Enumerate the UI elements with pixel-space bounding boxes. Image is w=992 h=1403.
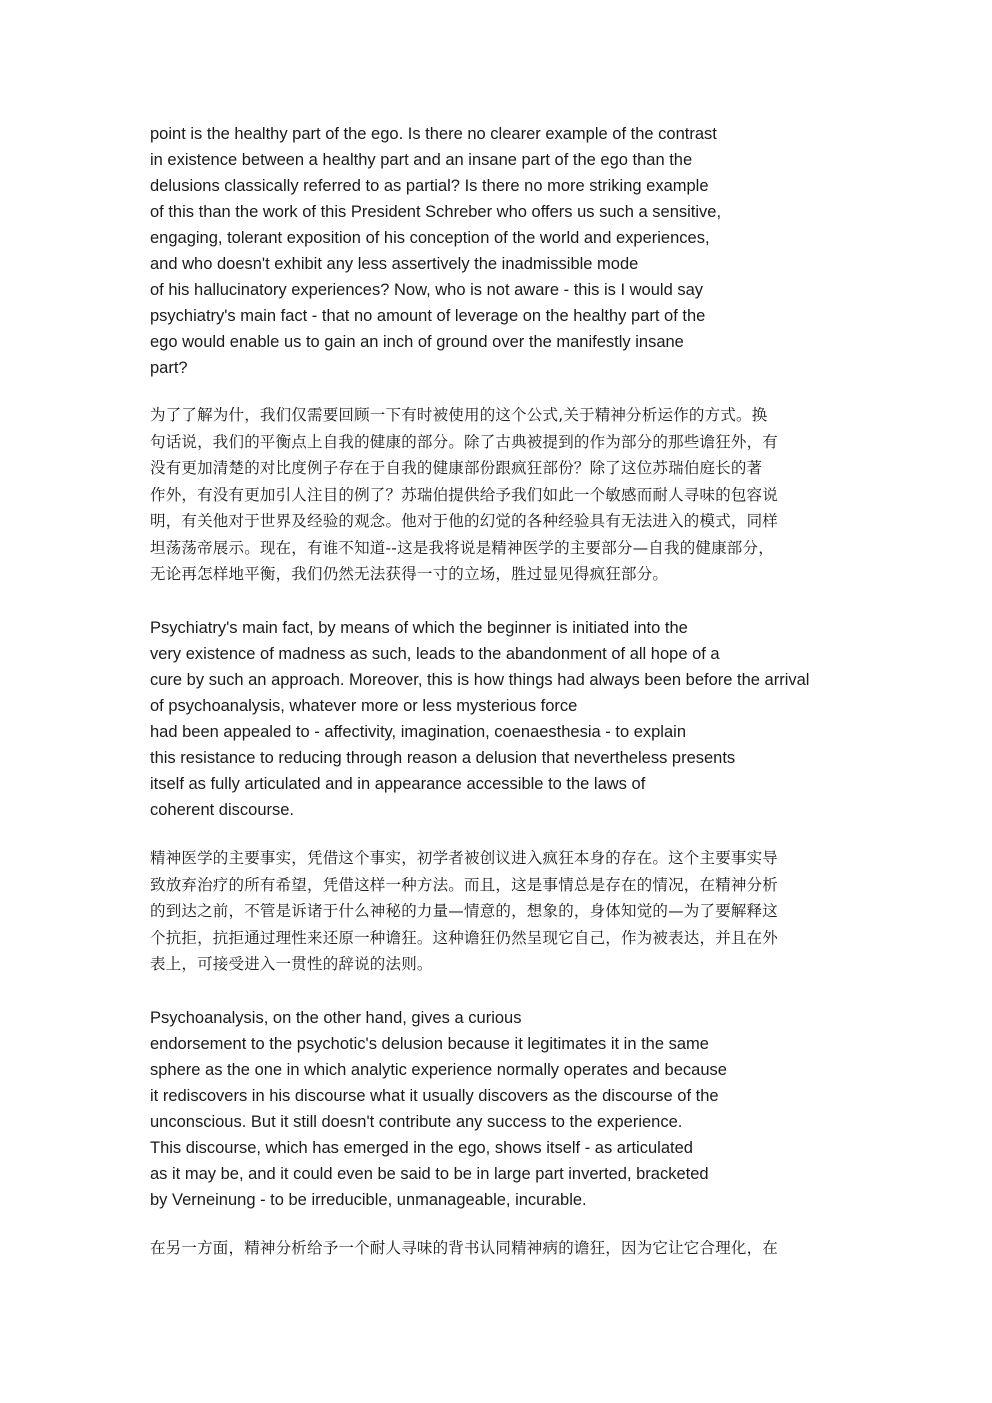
- text-line: 坦荡荡帝展示。现在，有谁不知道--这是我将说是精神医学的主要部分—自我的健康部分，: [150, 538, 774, 557]
- text-line: psychiatry's main fact - that no amount of leverage on the healthy part of the: [150, 307, 706, 325]
- text-line: of psychoanalysis, whatever more or less mysterious force: [150, 697, 578, 715]
- text-line: 为了了解为什，我们仅需要回顾一下有时被使用的这个公式,关于精神分析运作的方式。换: [150, 406, 768, 424]
- text-line: very existence of madness as such, leads to the abandonment of all hope of a: [150, 645, 720, 663]
- paragraph-english-2: [150, 615, 809, 823]
- text-line: of his hallucinatory experiences? Now, who is not aware - this is I would say: [150, 281, 704, 299]
- paragraph-chinese-3: [150, 1235, 778, 1262]
- text-line: This discourse, which has emerged in the ego, shows itself - as articulated: [150, 1139, 693, 1157]
- text-line: sphere as the one in which analytic experience normally operates and because: [150, 1061, 727, 1079]
- text-line: of this than the work of this President Schreber who offers us such a sensitive,: [150, 203, 722, 221]
- text-line: 的到达之前，不管是诉诸于什么神秘的力量—情意的，想象的，身体知觉的—为了要解释这: [150, 902, 779, 920]
- text-line: and who doesn't exhibit any less assertively the inadmissible mode: [150, 255, 639, 273]
- text-line: coherent discourse.: [150, 801, 294, 819]
- text-line: had been appealed to - affectivity, imagination, coenaesthesia - to explain: [150, 723, 686, 741]
- text-line: endorsement to the psychotic's delusion because it legitimates it in the same: [150, 1035, 709, 1053]
- paragraph-english-3: [150, 1005, 727, 1213]
- paragraph-english-1: [150, 121, 721, 381]
- text-line: itself as fully articulated and in appearance accessible to the laws of: [150, 775, 646, 793]
- text-line: this resistance to reducing through reason a delusion that nevertheless presents: [150, 749, 736, 767]
- text-line: 无论再怎样地平衡，我们仍然无法获得一寸的立场，胜过显见得疯狂部分。: [150, 565, 669, 583]
- text-line: as it may be, and it could even be said to be in large part inverted, bracketed: [150, 1165, 709, 1183]
- text-line: in existence between a healthy part and an insane part of the ego than the: [150, 151, 693, 169]
- text-line: delusions classically referred to as partial? Is there no more striking example: [150, 177, 709, 195]
- text-line: ego would enable us to gain an inch of ground over the manifestly insane: [150, 333, 684, 351]
- text-line: 在另一方面，精神分析给予一个耐人寻味的背书认同精神病的谵狂，因为它让它合理化，在: [150, 1239, 779, 1257]
- text-line: 个抗拒，抗拒通过理性来还原一种谵狂。这种谵狂仍然呈现它自己，作为被表达，并且在外: [150, 928, 779, 947]
- text-line: 明，有关他对于世界及经验的观念。他对于他的幻觉的各种经验具有无法进入的模式，同样: [150, 512, 779, 530]
- paragraph-chinese-1: [150, 402, 778, 588]
- text-line: 没有更加清楚的对比度例子存在于自我的健康部份跟疯狂部份？除了这位苏瑞伯庭长的著: [150, 459, 763, 477]
- text-line: 表上，可接受进入一贯性的辞说的法则。: [150, 955, 433, 973]
- text-line: it rediscovers in his discourse what it usually discovers as the discourse of the: [150, 1087, 719, 1105]
- text-line: Psychoanalysis, on the other hand, gives a curious: [150, 1009, 522, 1027]
- text-line: part?: [150, 359, 188, 377]
- text-line: Psychiatry's main fact, by means of which the beginner is initiated into the: [150, 619, 688, 637]
- text-line: 作外，有没有更加引人注目的例了？苏瑞伯提供给予我们如此一个敏感而耐人寻味的包容说: [150, 485, 779, 504]
- text-line: 致放弃治疗的所有希望，凭借这样一种方法。而且，这是事情总是存在的情况，在精神分析: [150, 875, 779, 894]
- text-line: unconscious. But it still doesn't contribute any success to the experience.: [150, 1113, 683, 1131]
- text-line: by Verneinung - to be irreducible, unmanageable, incurable.: [150, 1191, 587, 1209]
- text-line: engaging, tolerant exposition of his conception of the world and experiences,: [150, 229, 710, 247]
- text-line: 句话说，我们的平衡点上自我的健康的部分。除了古典被提到的作为部分的那些谵狂外，有: [150, 432, 779, 451]
- text-line: point is the healthy part of the ego. Is there no clearer example of the contrast: [150, 125, 717, 143]
- text-line: 精神医学的主要事实，凭借这个事实，初学者被创议进入疯狂本身的存在。这个主要事实导: [150, 849, 779, 867]
- text-line: cure by such an approach. Moreover, this is how things had always been before the arrival: [150, 671, 810, 689]
- paragraph-chinese-2: [150, 845, 778, 978]
